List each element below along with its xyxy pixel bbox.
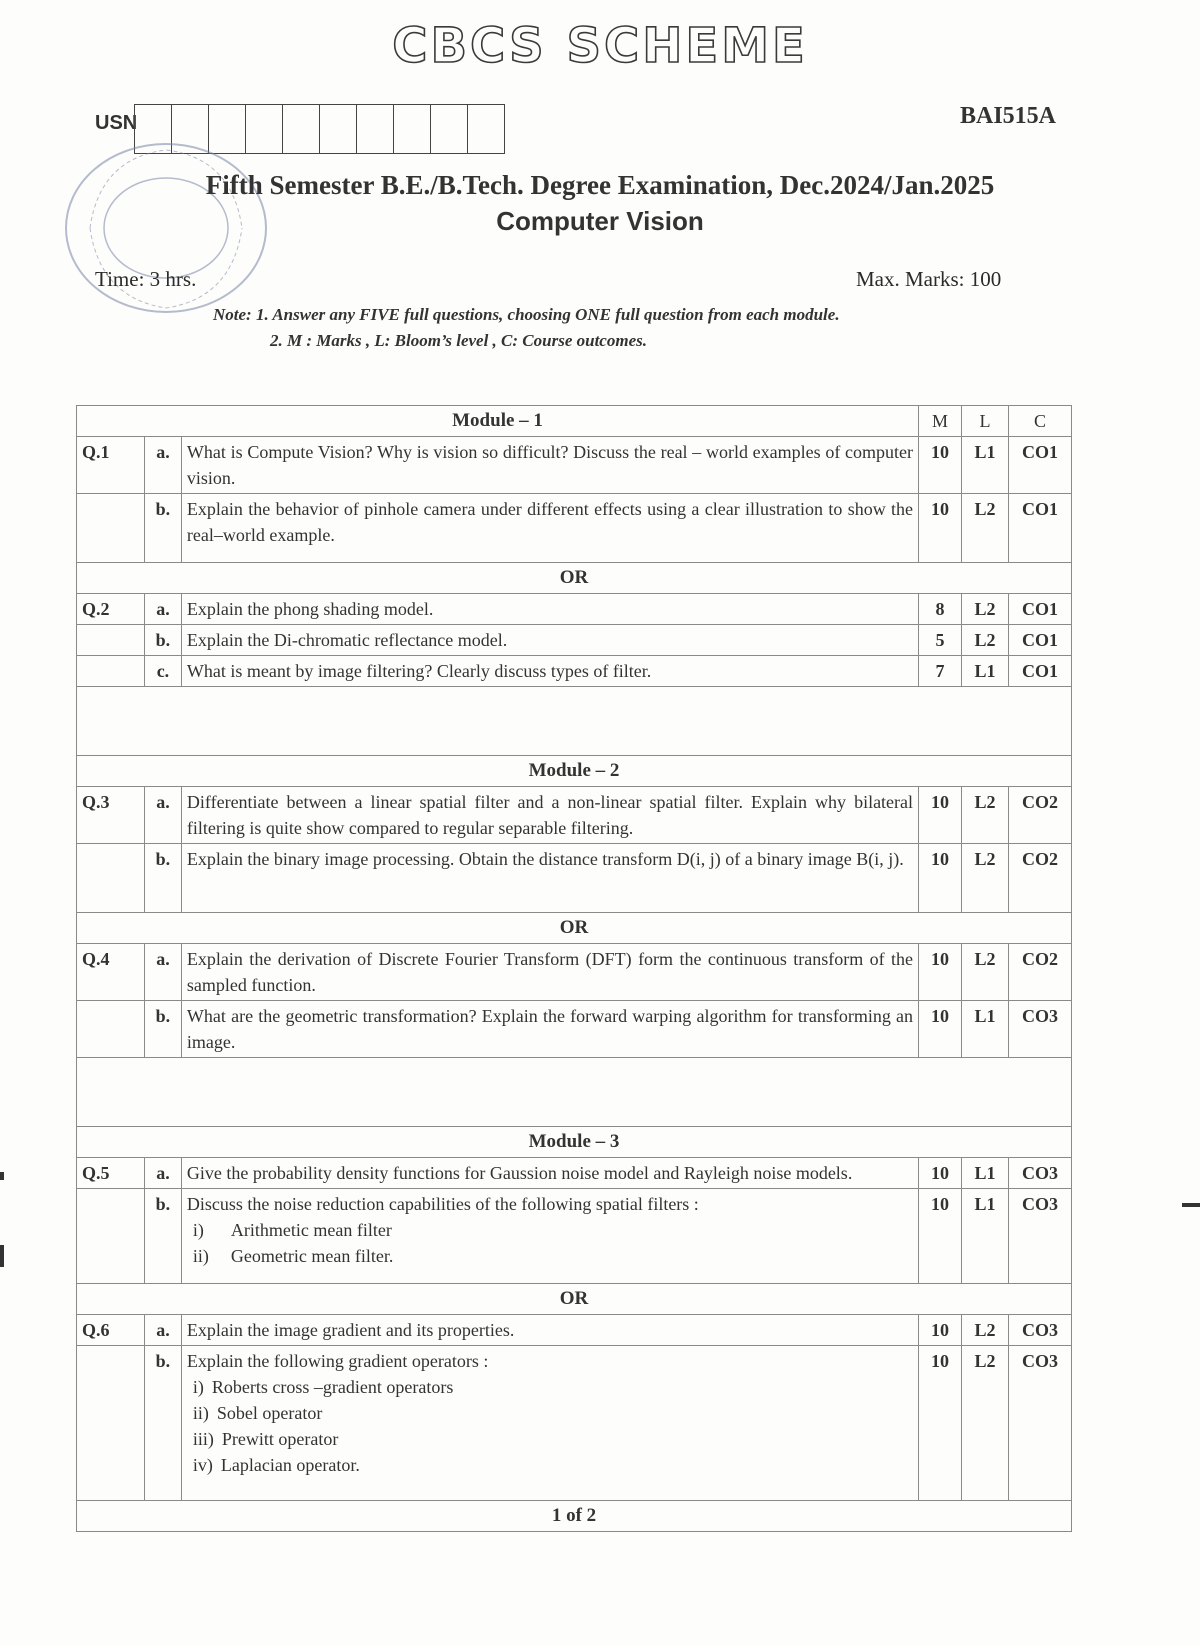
question-number <box>77 1001 145 1058</box>
course-outcome: CO3 <box>1008 1189 1071 1284</box>
question-row <box>77 844 1072 913</box>
marks: 10 <box>919 787 962 844</box>
question-row <box>77 494 1072 563</box>
spacer-row <box>77 1058 1072 1127</box>
subpart-label: b. <box>144 625 181 656</box>
marks: 10 <box>919 844 962 913</box>
question-text: Explain the Di-chromatic reflectance model. <box>181 625 918 656</box>
list-text: Arithmetic mean filter <box>230 1220 392 1240</box>
list-index: ii) <box>192 1246 209 1266</box>
usn-label: USN <box>95 112 138 134</box>
scheme-title: CBCS SCHEME <box>392 18 808 74</box>
question-number <box>77 494 145 563</box>
course-outcome: CO2 <box>1008 787 1071 844</box>
course-outcome: CO1 <box>1008 494 1071 563</box>
question-intro: Discuss the noise reduction capabilities of the following spatial filters : <box>186 1194 699 1214</box>
question-row <box>77 787 1072 844</box>
list-index: iii) <box>192 1429 214 1449</box>
course-outcome: CO1 <box>1008 625 1071 656</box>
blooms-level: L1 <box>962 656 1009 687</box>
subpart-label: b. <box>144 844 181 913</box>
list-text: Sobel operator <box>216 1403 323 1423</box>
question-row <box>77 1346 1072 1501</box>
blooms-level: L2 <box>962 494 1009 563</box>
question-number <box>77 1189 145 1284</box>
spacer-row <box>77 687 1072 756</box>
usn-box <box>431 105 468 153</box>
subpart-label: b. <box>144 1346 181 1501</box>
course-outcome: CO3 <box>1008 1158 1071 1189</box>
question-row <box>77 625 1072 656</box>
question-number <box>77 656 145 687</box>
note-line-2: 2. M : Marks , L: Bloom’s level , C: Course outcomes. <box>270 331 647 350</box>
subpart-label: a. <box>144 594 181 625</box>
question-text: What is meant by image filtering? Clearly discuss types of filter. <box>181 656 918 687</box>
question-number: Q.1 <box>77 437 145 494</box>
subpart-label: a. <box>144 437 181 494</box>
course-outcome: CO3 <box>1008 1315 1071 1346</box>
marks: 7 <box>919 656 962 687</box>
question-text: Differentiate between a linear spatial filter and a non-linear spatial filter. Explain why bilateral filtering is quite show compared to regular separable filtering. <box>181 787 918 844</box>
question-row <box>77 1001 1072 1058</box>
list-item <box>187 1217 913 1243</box>
marks: 8 <box>919 594 962 625</box>
course-outcome: CO3 <box>1008 1346 1071 1501</box>
time-duration: Time: 3 hrs. <box>95 267 197 291</box>
usn-box <box>468 105 504 153</box>
module-header-row <box>77 406 1072 437</box>
subpart-label: c. <box>144 656 181 687</box>
module-heading: Module – 1 <box>77 406 919 437</box>
module-heading: Module – 3 <box>77 1127 1072 1158</box>
question-row <box>77 1315 1072 1346</box>
list-text: Laplacian operator. <box>220 1455 360 1475</box>
list-item <box>187 1452 913 1478</box>
blooms-level: L1 <box>962 1158 1009 1189</box>
question-number: Q.2 <box>77 594 145 625</box>
blooms-level: L2 <box>962 625 1009 656</box>
question-row <box>77 944 1072 1001</box>
course-outcome: CO2 <box>1008 944 1071 1001</box>
question-number <box>77 844 145 913</box>
marks: 10 <box>919 1158 962 1189</box>
usn-box <box>357 105 394 153</box>
marks: 10 <box>919 1001 962 1058</box>
question-row <box>77 437 1072 494</box>
page-number: 1 of 2 <box>77 1501 1072 1532</box>
blooms-level: L2 <box>962 787 1009 844</box>
note-line-1: Note: 1. Answer any FIVE full questions, choosing ONE full question from each module. <box>213 305 840 324</box>
question-text <box>181 1189 918 1284</box>
list-index: i) <box>192 1220 204 1240</box>
blooms-level: L1 <box>962 1001 1009 1058</box>
question-text: Explain the behavior of pinhole camera under different effects using a clear illustration to show the real–world example. <box>181 494 918 563</box>
scan-edge-mark <box>1182 1203 1200 1207</box>
question-number: Q.3 <box>77 787 145 844</box>
usn-box <box>320 105 357 153</box>
paper-code: BAI515A <box>960 103 1057 129</box>
module-header-row <box>77 756 1072 787</box>
course-outcome: CO1 <box>1008 594 1071 625</box>
marks: 10 <box>919 1189 962 1284</box>
marks: 10 <box>919 437 962 494</box>
marks-column-header: M <box>919 406 962 437</box>
list-index: iv) <box>192 1455 213 1475</box>
question-number <box>77 1346 145 1501</box>
or-row <box>77 563 1072 594</box>
or-row <box>77 1284 1072 1315</box>
question-row <box>77 1158 1072 1189</box>
list-item <box>187 1243 913 1269</box>
subpart-label: b. <box>144 494 181 563</box>
question-table <box>76 405 1072 1532</box>
question-intro: Explain the following gradient operators : <box>186 1351 489 1371</box>
or-separator: OR <box>77 913 1072 944</box>
question-number: Q.6 <box>77 1315 145 1346</box>
list-index: i) <box>192 1377 204 1397</box>
question-text: Give the probability density functions for Gaussion noise model and Rayleigh noise models. <box>181 1158 918 1189</box>
question-row <box>77 1189 1072 1284</box>
footer-row <box>77 1501 1072 1532</box>
or-separator: OR <box>77 563 1072 594</box>
list-text: Prewitt operator <box>221 1429 339 1449</box>
blooms-level: L2 <box>962 944 1009 1001</box>
subpart-label: a. <box>144 787 181 844</box>
marks: 5 <box>919 625 962 656</box>
scan-edge-mark <box>0 1245 4 1267</box>
subpart-label: b. <box>144 1001 181 1058</box>
blooms-level: L2 <box>962 594 1009 625</box>
max-marks: Max. Marks: 100 <box>856 267 1002 291</box>
blooms-level: L1 <box>962 1189 1009 1284</box>
spacer-cell <box>77 1058 1072 1127</box>
subpart-label: a. <box>144 944 181 1001</box>
list-item <box>187 1400 913 1426</box>
spacer-cell <box>77 687 1072 756</box>
co-column-header: C <box>1008 406 1071 437</box>
list-text: Roberts cross –gradient operators <box>211 1377 454 1397</box>
exam-title: Fifth Semester B.E./B.Tech. Degree Examination, Dec.2024/Jan.2025 <box>205 170 995 200</box>
course-outcome: CO3 <box>1008 1001 1071 1058</box>
subject-title: Computer Vision <box>496 206 704 236</box>
question-text: Explain the phong shading model. <box>181 594 918 625</box>
question-row <box>77 656 1072 687</box>
course-outcome: CO2 <box>1008 844 1071 913</box>
module-heading: Module – 2 <box>77 756 1072 787</box>
question-number: Q.4 <box>77 944 145 1001</box>
course-outcome: CO1 <box>1008 656 1071 687</box>
blooms-level: L2 <box>962 1346 1009 1501</box>
question-text: What are the geometric transformation? Explain the forward warping algorithm for transforming an image. <box>181 1001 918 1058</box>
blooms-level: L2 <box>962 844 1009 913</box>
question-text <box>181 1346 918 1501</box>
blooms-level: L2 <box>962 1315 1009 1346</box>
marks: 10 <box>919 494 962 563</box>
subpart-label: b. <box>144 1189 181 1284</box>
usn-box <box>283 105 320 153</box>
subpart-label: a. <box>144 1158 181 1189</box>
question-text: Explain the image gradient and its properties. <box>181 1315 918 1346</box>
marks: 10 <box>919 944 962 1001</box>
blooms-level: L1 <box>962 437 1009 494</box>
or-separator: OR <box>77 1284 1072 1315</box>
module-header-row <box>77 1127 1072 1158</box>
question-row <box>77 594 1072 625</box>
list-text: Geometric mean filter. <box>230 1246 394 1266</box>
list-item <box>187 1374 913 1400</box>
marks: 10 <box>919 1346 962 1501</box>
or-row <box>77 913 1072 944</box>
level-column-header: L <box>962 406 1009 437</box>
instructions-note <box>213 302 840 354</box>
list-item <box>187 1426 913 1452</box>
subpart-label: a. <box>144 1315 181 1346</box>
scan-edge-mark <box>0 1172 4 1180</box>
course-outcome: CO1 <box>1008 437 1071 494</box>
marks: 10 <box>919 1315 962 1346</box>
list-index: ii) <box>192 1403 209 1423</box>
usn-box <box>394 105 431 153</box>
question-number <box>77 625 145 656</box>
question-text: What is Compute Vision? Why is vision so difficult? Discuss the real – world examples of computer vision. <box>181 437 918 494</box>
question-number: Q.5 <box>77 1158 145 1189</box>
question-text: Explain the binary image processing. Obtain the distance transform D(i, j) of a binary image B(i, j). <box>181 844 918 913</box>
question-text: Explain the derivation of Discrete Fourier Transform (DFT) form the continuous transform of the sampled function. <box>181 944 918 1001</box>
